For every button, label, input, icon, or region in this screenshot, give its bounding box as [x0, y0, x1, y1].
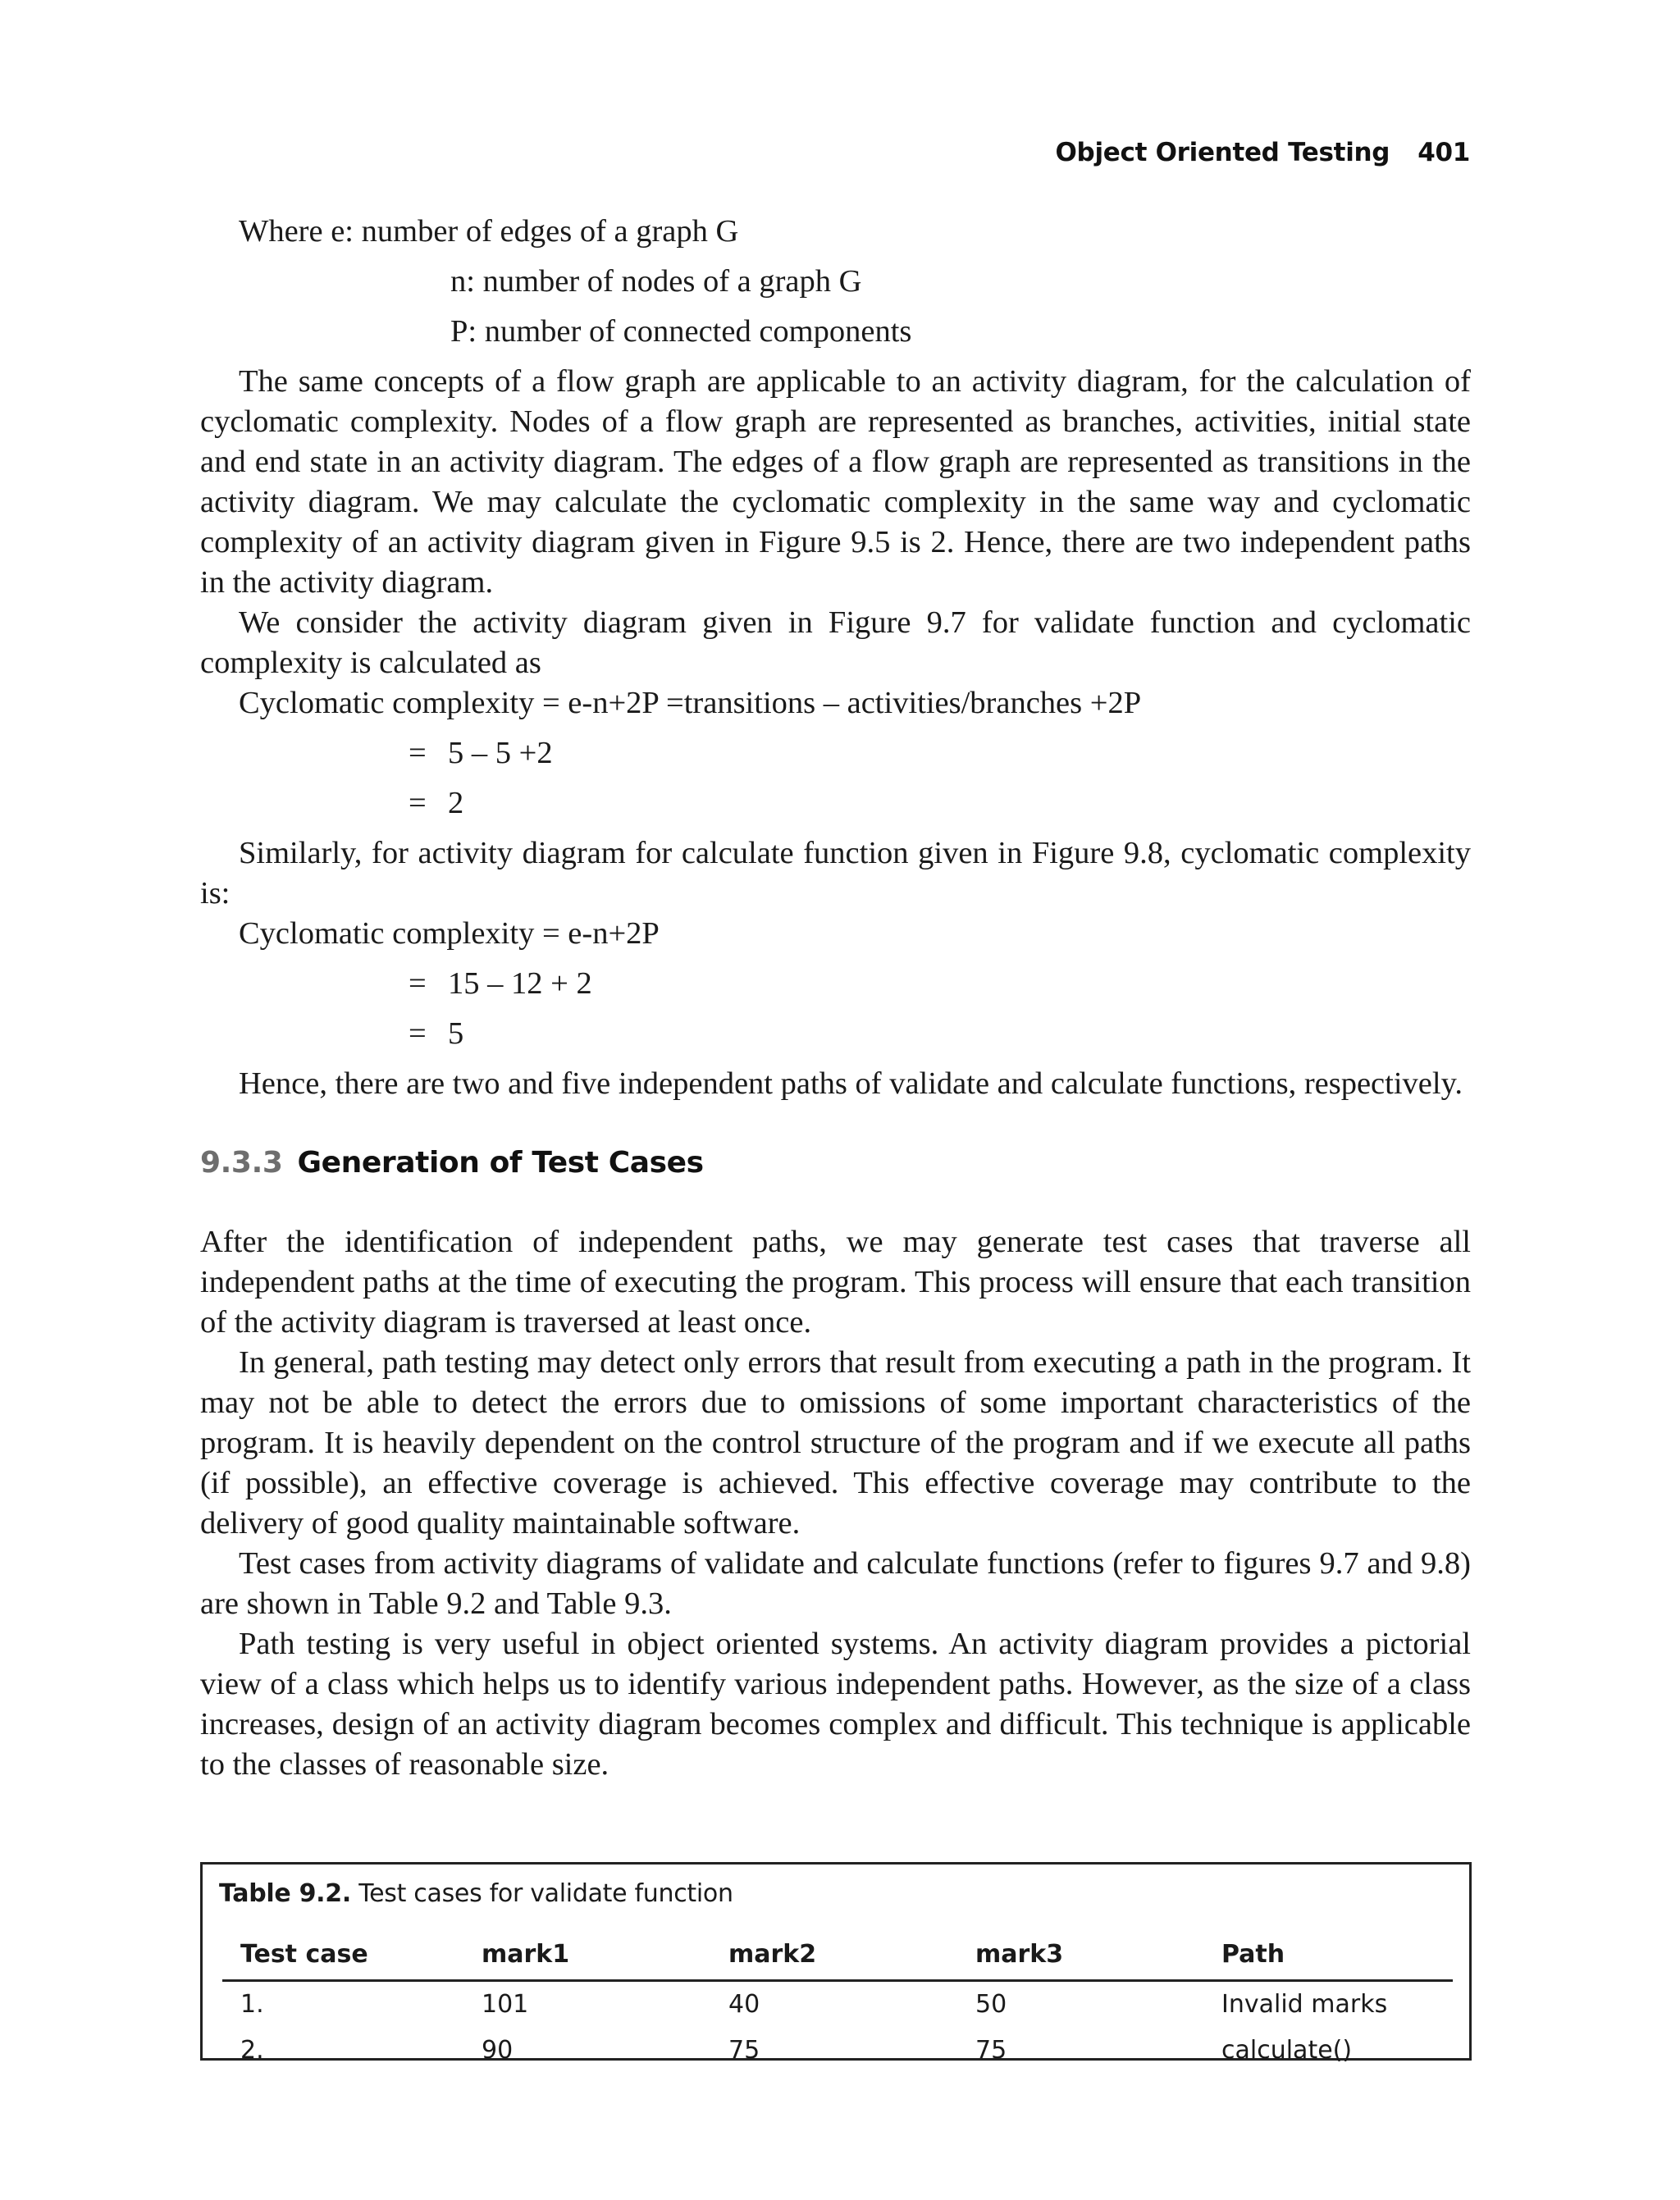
- definition-e: Where e: number of edges of a graph G: [239, 214, 739, 249]
- equals-sign: =: [409, 1016, 427, 1051]
- section-number: 9.3.3: [200, 1146, 283, 1180]
- paragraph-validate-function: We consider the activity diagram given in Figure 9.7 for validate function and cyclomatic complexity is calculated as: [200, 605, 1471, 680]
- paragraph-flow-graph-concepts: The same concepts of a flow graph are applicable to an activity diagram, for the calculation of cyclomatic complexity. Nodes of a flow graph are represented as branches, activities, initial state and end state in an activity diagram. The edges of a flow graph are represented as transitions in the activity diagram. We may calculate the cyclomatic complexity in the same way and cyclomatic complexity of an activity diagram given in Figure 9.5 is 2. Hence, there are two independent paths in the activity diagram.: [200, 364, 1471, 600]
- column-header: Test case: [240, 1940, 368, 1969]
- table-cell: calculate(): [1221, 2036, 1353, 2065]
- table-cell: Invalid marks: [1221, 1990, 1388, 2019]
- paragraph-independent-paths: Hence, there are two and five independent paths of validate and calculate functions, respectively.: [239, 1066, 1463, 1101]
- paragraph-calculate-function: Similarly, for activity diagram for calculate function given in Figure 9.8, cyclomatic complexity is:: [200, 836, 1471, 911]
- table-cell: 75: [975, 2036, 1007, 2065]
- table-row: [222, 1982, 1453, 2028]
- page-number: 401: [1418, 138, 1470, 167]
- column-header: mark3: [975, 1940, 1064, 1969]
- equation-cyclomatic-calculate: Cyclomatic complexity = e-n+2P: [239, 916, 660, 951]
- table-cell: 50: [975, 1990, 1007, 2019]
- equation-value: 5 – 5 +2: [448, 736, 553, 770]
- section-heading: [200, 1145, 1471, 1181]
- running-head: [1056, 138, 1471, 167]
- paragraph-path-testing-errors: In general, path testing may detect only errors that result from executing a path in the program. It may not be able to detect the errors due to omissions of some important characteristics of the program. It is heavily dependent on the control structure of the program and if we execute all paths (if possible), an effective coverage is achieved. This effective coverage may contribute to the delivery of good quality maintainable software.: [200, 1345, 1471, 1540]
- table-cell: 90: [482, 2036, 514, 2065]
- equation-step: [200, 1014, 1471, 1054]
- paragraph-generate-test-cases: After the identification of independent paths, we may generate test cases that traverse all independent paths at the time of executing the program. This process will ensure that each transition of the activity diagram is traversed at least once.: [200, 1225, 1471, 1340]
- paragraph-test-cases-tables: Test cases from activity diagrams of validate and calculate functions (refer to figures 9.7 and 9.8) are shown in Table 9.2 and Table 9.3.: [200, 1546, 1471, 1621]
- column-header: mark2: [728, 1940, 817, 1969]
- definition-n: n: number of nodes of a graph G: [450, 264, 862, 299]
- definition-p: P: number of connected components: [450, 314, 912, 349]
- equals-sign: =: [409, 966, 427, 1001]
- column-header: mark1: [482, 1940, 570, 1969]
- equals-sign: =: [409, 736, 427, 770]
- body-text: [200, 212, 1471, 1785]
- equation-step: [200, 783, 1471, 824]
- table-header-row: [222, 1930, 1453, 1982]
- test-case-table: [200, 1862, 1472, 2065]
- table-cell: 1.: [240, 1990, 264, 2019]
- table-cell: 75: [728, 2036, 760, 2065]
- table-caption-label: Table 9.2.: [219, 1879, 351, 1908]
- table-caption-text: Test cases for validate function: [358, 1879, 733, 1908]
- section-title: Generation of Test Cases: [297, 1146, 704, 1180]
- equation-cyclomatic-validate: Cyclomatic complexity = e-n+2P =transitions – activities/branches +2P: [239, 686, 1142, 720]
- paragraph-path-testing-oo: Path testing is very useful in object oriented systems. An activity diagram provides a pictorial view of a class which helps us to identify various independent paths. However, as the size of a class increases, design of an activity diagram becomes complex and difficult. This technique is applicable to the classes of reasonable size.: [200, 1627, 1471, 1782]
- table-cell: 2.: [240, 2036, 264, 2065]
- table-caption: [219, 1879, 733, 1908]
- equation-value: 5: [448, 1016, 464, 1051]
- equation-step: [200, 733, 1471, 774]
- column-header: Path: [1221, 1940, 1285, 1969]
- equation-value: 15 – 12 + 2: [448, 966, 592, 1001]
- equation-value: 2: [448, 786, 464, 820]
- equals-sign: =: [409, 786, 427, 820]
- equation-step: [200, 964, 1471, 1004]
- running-head-title: Object Oriented Testing: [1055, 138, 1390, 167]
- table-cell: 40: [728, 1990, 760, 2019]
- table-row: [222, 2028, 1453, 2074]
- table-cell: 101: [482, 1990, 529, 2019]
- table-grid: [222, 1930, 1453, 2074]
